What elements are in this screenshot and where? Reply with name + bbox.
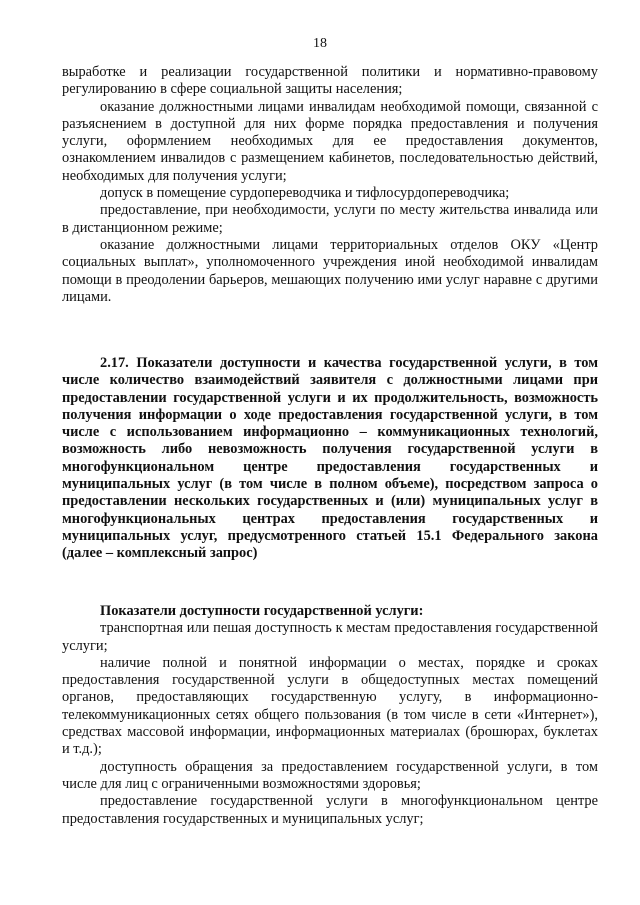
paragraph: наличие полной и понятной информации о местах, порядке и сроках предоставления государственной услуги в общедоступных местах помещений органов, предоставляющих государственную услугу, в информационно-телекоммуникационных сетях общего пользования (в том числе в сети «Интернет»), средствах массовой информации, информационных материалах (брошюрах, буклетах и т.д.); xyxy=(62,654,598,758)
paragraph: транспортная или пешая доступность к местам предоставления государственной услуги; xyxy=(62,620,598,654)
paragraph: предоставление, при необходимости, услуги по месту жительства инвалида или в дистанционном режиме; xyxy=(62,202,598,236)
paragraph: допуск в помещение сурдопереводчика и тифлосурдопереводчика; xyxy=(100,185,510,202)
section-heading-2-17: 2.17. Показатели доступности и качества государственной услуги, в том числе количество взаимодействий заявителя с должностными лицами при предоставлении государственной услуги и их продолжительность, возможность получения информации о ходе предоставления государственной услуги, в том числе с использованием информационно – коммуникационных технологий, возможность либо невозможность получения государственной услуги в многофункциональном центре предоставления государственных и муниципальных услуг (в том числе в полном объеме), посредством запроса о предоставлении нескольких государственных и (или) муниципальных услуг в многофункциональных центрах предоставления государственных и муниципальных услуг, предусмотренного статьей 15.1 Федерального закона (далее – комплексный запрос) xyxy=(62,355,598,562)
subsection-heading: Показатели доступности государственной услуги: xyxy=(100,603,424,619)
section-2-17 xyxy=(62,355,598,563)
page-number: 18 xyxy=(313,36,327,51)
paragraph: выработке и реализации государственной политики и нормативно-правовому регулированию в сфере социальной защиты населения; xyxy=(62,64,598,98)
paragraph: оказание должностными лицами территориальных отделов ОКУ «Центр социальных выплат», уполномоченного учреждения иной необходимой инвалидам помощи в преодолении барьеров, мешающих получению ими услуг наравне с другими лицами. xyxy=(62,236,598,305)
availability-indicators xyxy=(62,603,598,828)
paragraph: доступность обращения за предоставлением государственной услуги, в том числе для лиц с ограниченными возможностями здоровья; xyxy=(62,758,598,792)
paragraph: оказание должностными лицами инвалидам необходимой помощи, связанной с разъяснением в доступной для них форме порядка предоставления и получения услуги, оформлением необходимых для ее предоставления документов, ознакомлением инвалидов с размещением кабинетов, последовательностью действий, необходимых для получения услуги; xyxy=(62,98,598,184)
accessibility-measures-list xyxy=(62,64,598,306)
paragraph: предоставление государственной услуги в многофункциональном центре предоставления государственных и муниципальных услуг; xyxy=(62,793,598,827)
